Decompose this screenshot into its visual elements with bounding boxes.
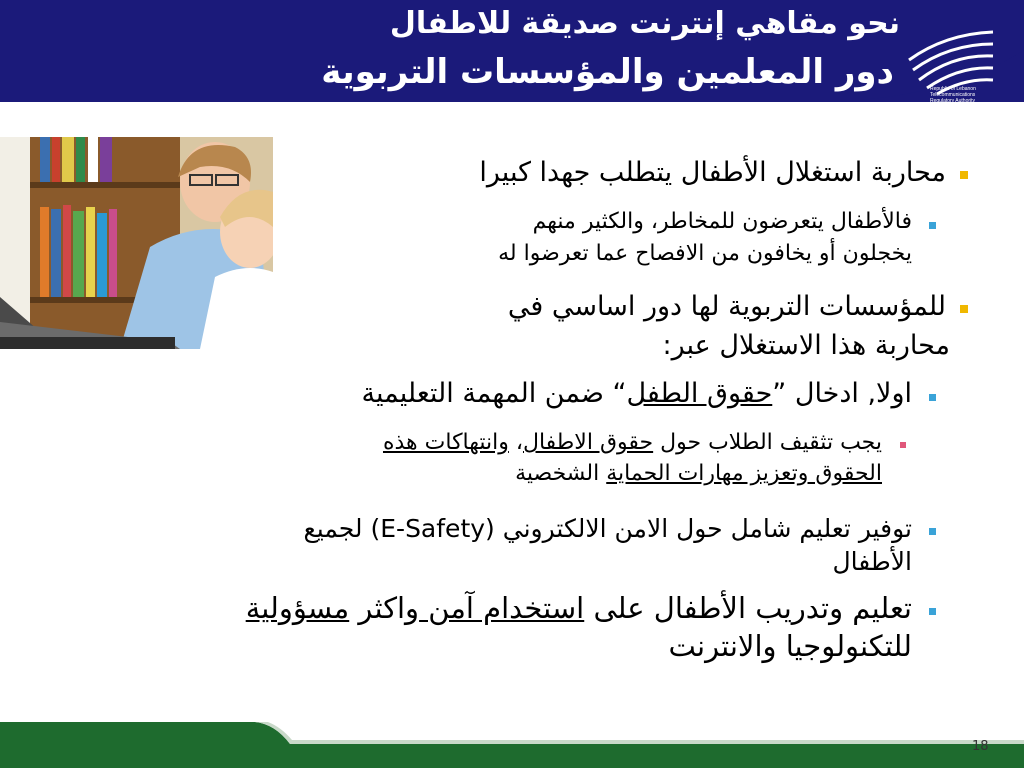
bullet-6-pre: تعليم وتدريب الأطفال على <box>584 591 912 625</box>
bullet-marker <box>929 608 936 615</box>
bullet-marker <box>960 305 968 313</box>
bullet-5-line1: توفير تعليم شامل حول الامن الالكتروني (E-Safety) لجميع <box>303 514 912 543</box>
responsibility-text: مسؤولية <box>245 591 350 625</box>
bullet-marker <box>900 442 906 448</box>
bullet-6-mid: واكثر <box>349 591 420 625</box>
violations-text: وانتهاكات هذه <box>382 430 509 455</box>
bullet-4-line2 <box>515 461 882 486</box>
protection-skills-text: الحقوق وتعزيز مهارات الحماية <box>606 461 882 486</box>
bullet-4-line2-post: الشخصية <box>515 461 607 486</box>
bullet-1: محاربة استغلال الأطفال يتطلب جهدا كبيرا <box>479 157 946 188</box>
bullet-2-line2: محاربة هذا الاستغلال عبر: <box>662 330 950 361</box>
bullet-1-sub-line1: فالأطفال يتعرضون للمخاطر، والكثير منهم <box>532 209 912 234</box>
bullet-1-sub-line2: يخجلون أو يخافون من الافصاح عما تعرضوا له <box>498 241 912 266</box>
bullet-2-line1: للمؤسسات التربوية لها دور اساسي في <box>507 291 946 322</box>
footer-band <box>0 722 1024 768</box>
logo-caption: Republic of Lebanon Telecommunications Regulatory Authority <box>930 86 976 104</box>
bullet-3-post: “ ضمن المهمة التعليمية <box>361 378 627 409</box>
slide-title-line1: نحو مقاهي إنترنت صديقة للاطفال <box>389 6 900 41</box>
bullet-4-sep: ، <box>508 430 523 455</box>
bullet-marker <box>929 394 936 401</box>
bullet-marker <box>929 528 936 535</box>
bullet-6-line2: للتكنولوجيا والانترنت <box>668 629 912 663</box>
bullet-5-line2: الأطفال <box>832 547 912 576</box>
bullet-marker <box>929 222 936 229</box>
children-rights-text: حقوق الاطفال <box>522 430 654 455</box>
bullet-marker <box>960 171 968 179</box>
safe-use-text: استخدام آمن <box>419 591 585 625</box>
bullet-4-pre: يجب تثقيف الطلاب حول <box>653 430 882 455</box>
page-number: 18 <box>972 739 989 754</box>
slide-title-line2: دور المعلمين والمؤسسات التربوية <box>321 52 894 92</box>
bullet-3-pre: اولا, ادخال ” <box>772 378 912 409</box>
bullet-3 <box>362 378 912 409</box>
child-rights-text: حقوق الطفل <box>626 378 773 409</box>
bullet-6-line1 <box>246 591 912 625</box>
bullet-4-line1 <box>383 430 882 455</box>
